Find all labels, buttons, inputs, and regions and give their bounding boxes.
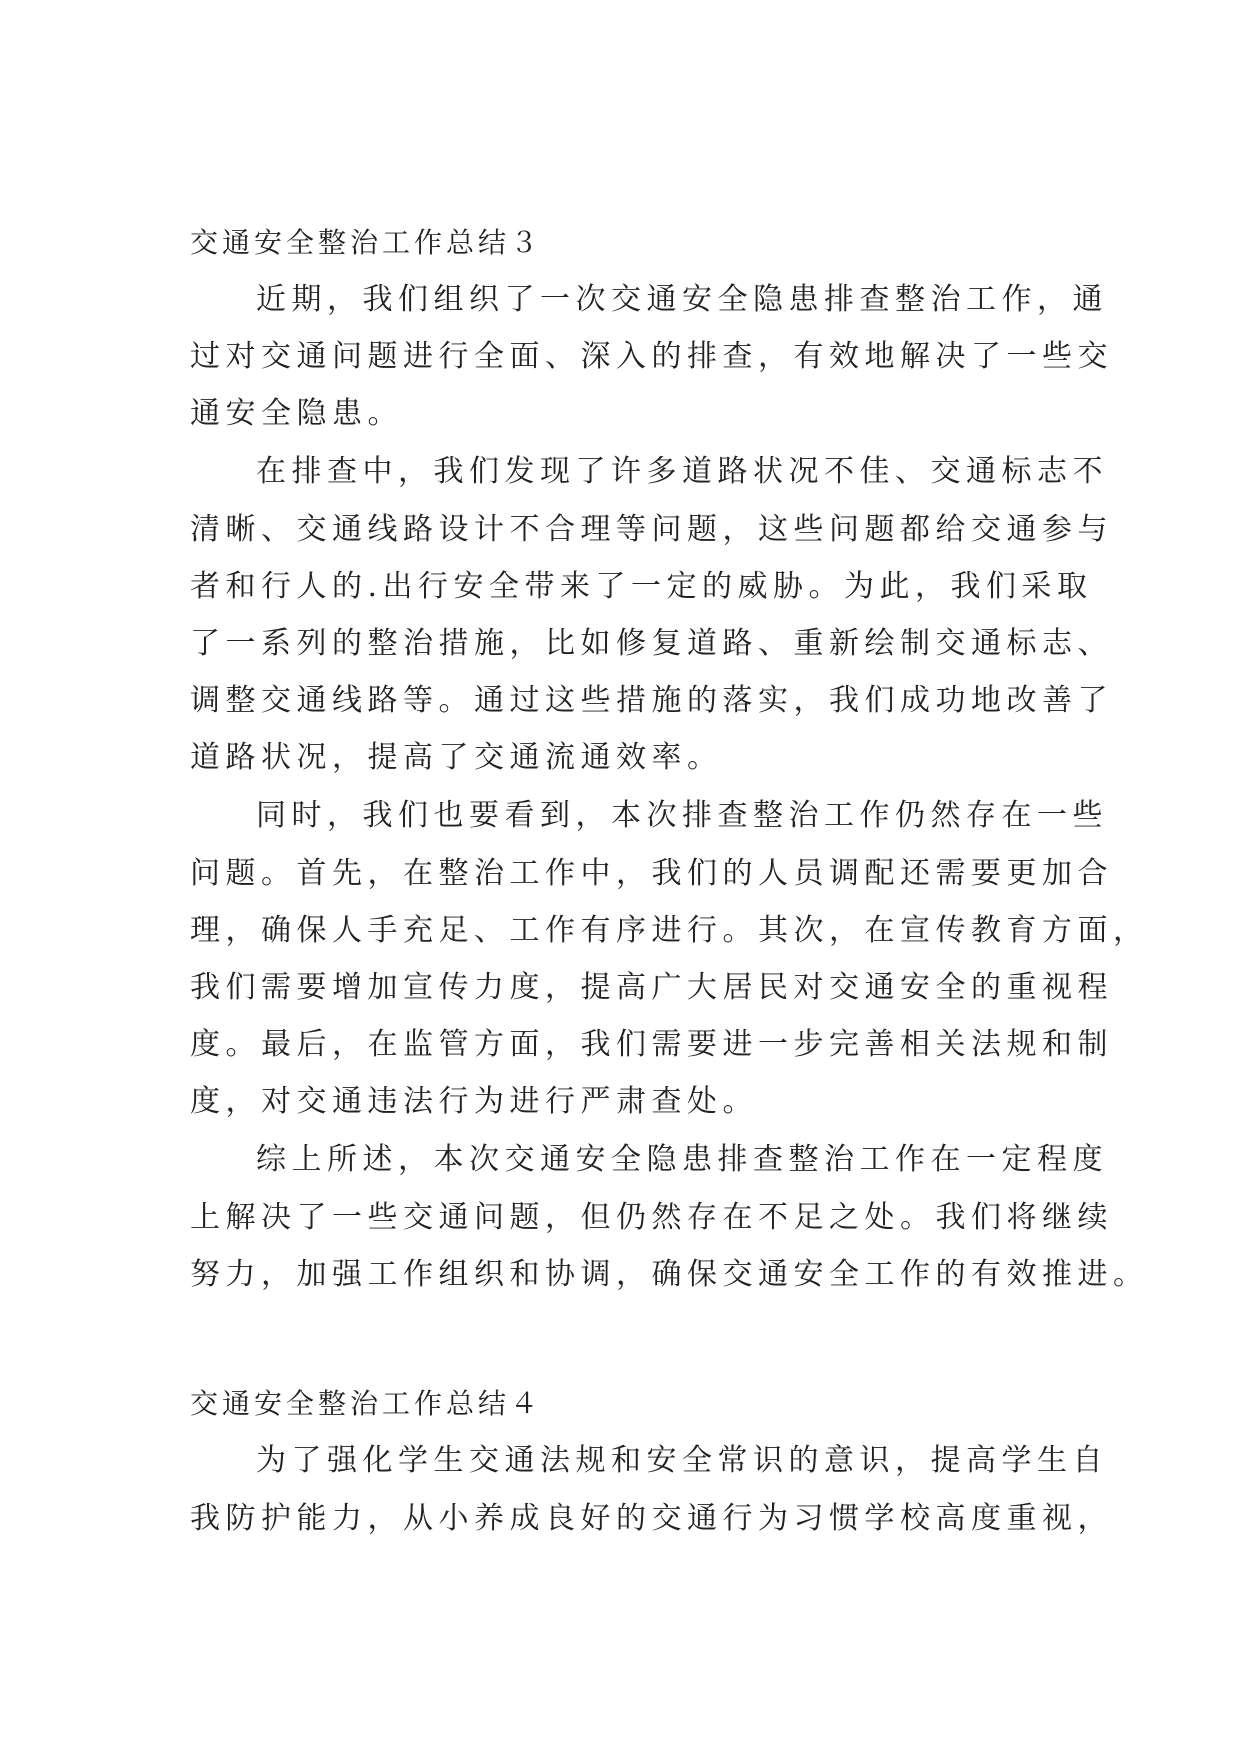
- text-line: 清晰、交通线路设计不合理等问题，这些问题都给交通参与: [190, 512, 1113, 547]
- section-4-title: 交通安全整治工作总结４: [190, 1387, 543, 1420]
- text-line: 度。最后，在监管方面，我们需要进一步完善相关法规和制: [190, 1027, 1113, 1062]
- text-line: 过对交通问题进行全面、深入的排查，有效地解决了一些交: [190, 339, 1113, 374]
- text-line: 努力，加强工作组织和协调，确保交通安全工作的有效推进。: [190, 1257, 1149, 1292]
- text-line: 通安全隐患。: [190, 396, 403, 431]
- text-line: 度，对交通违法行为进行严肃查处。: [190, 1084, 758, 1119]
- text-line: 我防护能力，从小养成良好的交通行为习惯学校高度重视，: [190, 1501, 1113, 1536]
- text-line: 上解决了一些交通问题，但仍然存在不足之处。我们将继续: [190, 1200, 1113, 1235]
- text-line: 在排查中，我们发现了许多道路状况不佳、交通标志不: [256, 454, 1108, 489]
- text-line: 调整交通线路等。通过这些措施的落实，我们成功地改善了: [190, 683, 1113, 718]
- text-line: 者和行人的.出行安全带来了一定的威胁。为此，我们采取: [190, 569, 1093, 604]
- text-line: 了一系列的整治措施，比如修复道路、重新绘制交通标志、: [190, 626, 1113, 661]
- section-3-title: 交通安全整治工作总结３: [190, 226, 543, 259]
- text-line: 同时，我们也要看到，本次排查整治工作仍然存在一些: [256, 798, 1108, 833]
- text-line: 综上所述，本次交通安全隐患排查整治工作在一定程度: [256, 1142, 1108, 1177]
- text-line: 道路状况，提高了交通流通效率。: [190, 740, 723, 775]
- text-line: 为了强化学生交通法规和安全常识的意识，提高学生自: [256, 1443, 1108, 1478]
- text-line: 问题。首先，在整治工作中，我们的人员调配还需要更加合: [190, 856, 1113, 891]
- text-line: 近期，我们组织了一次交通安全隐患排查整治工作，通: [256, 282, 1108, 317]
- text-line: 我们需要增加宣传力度，提高广大居民对交通安全的重视程: [190, 970, 1113, 1005]
- text-line: 理，确保人手充足、工作有序进行。其次，在宣传教育方面，: [190, 913, 1149, 948]
